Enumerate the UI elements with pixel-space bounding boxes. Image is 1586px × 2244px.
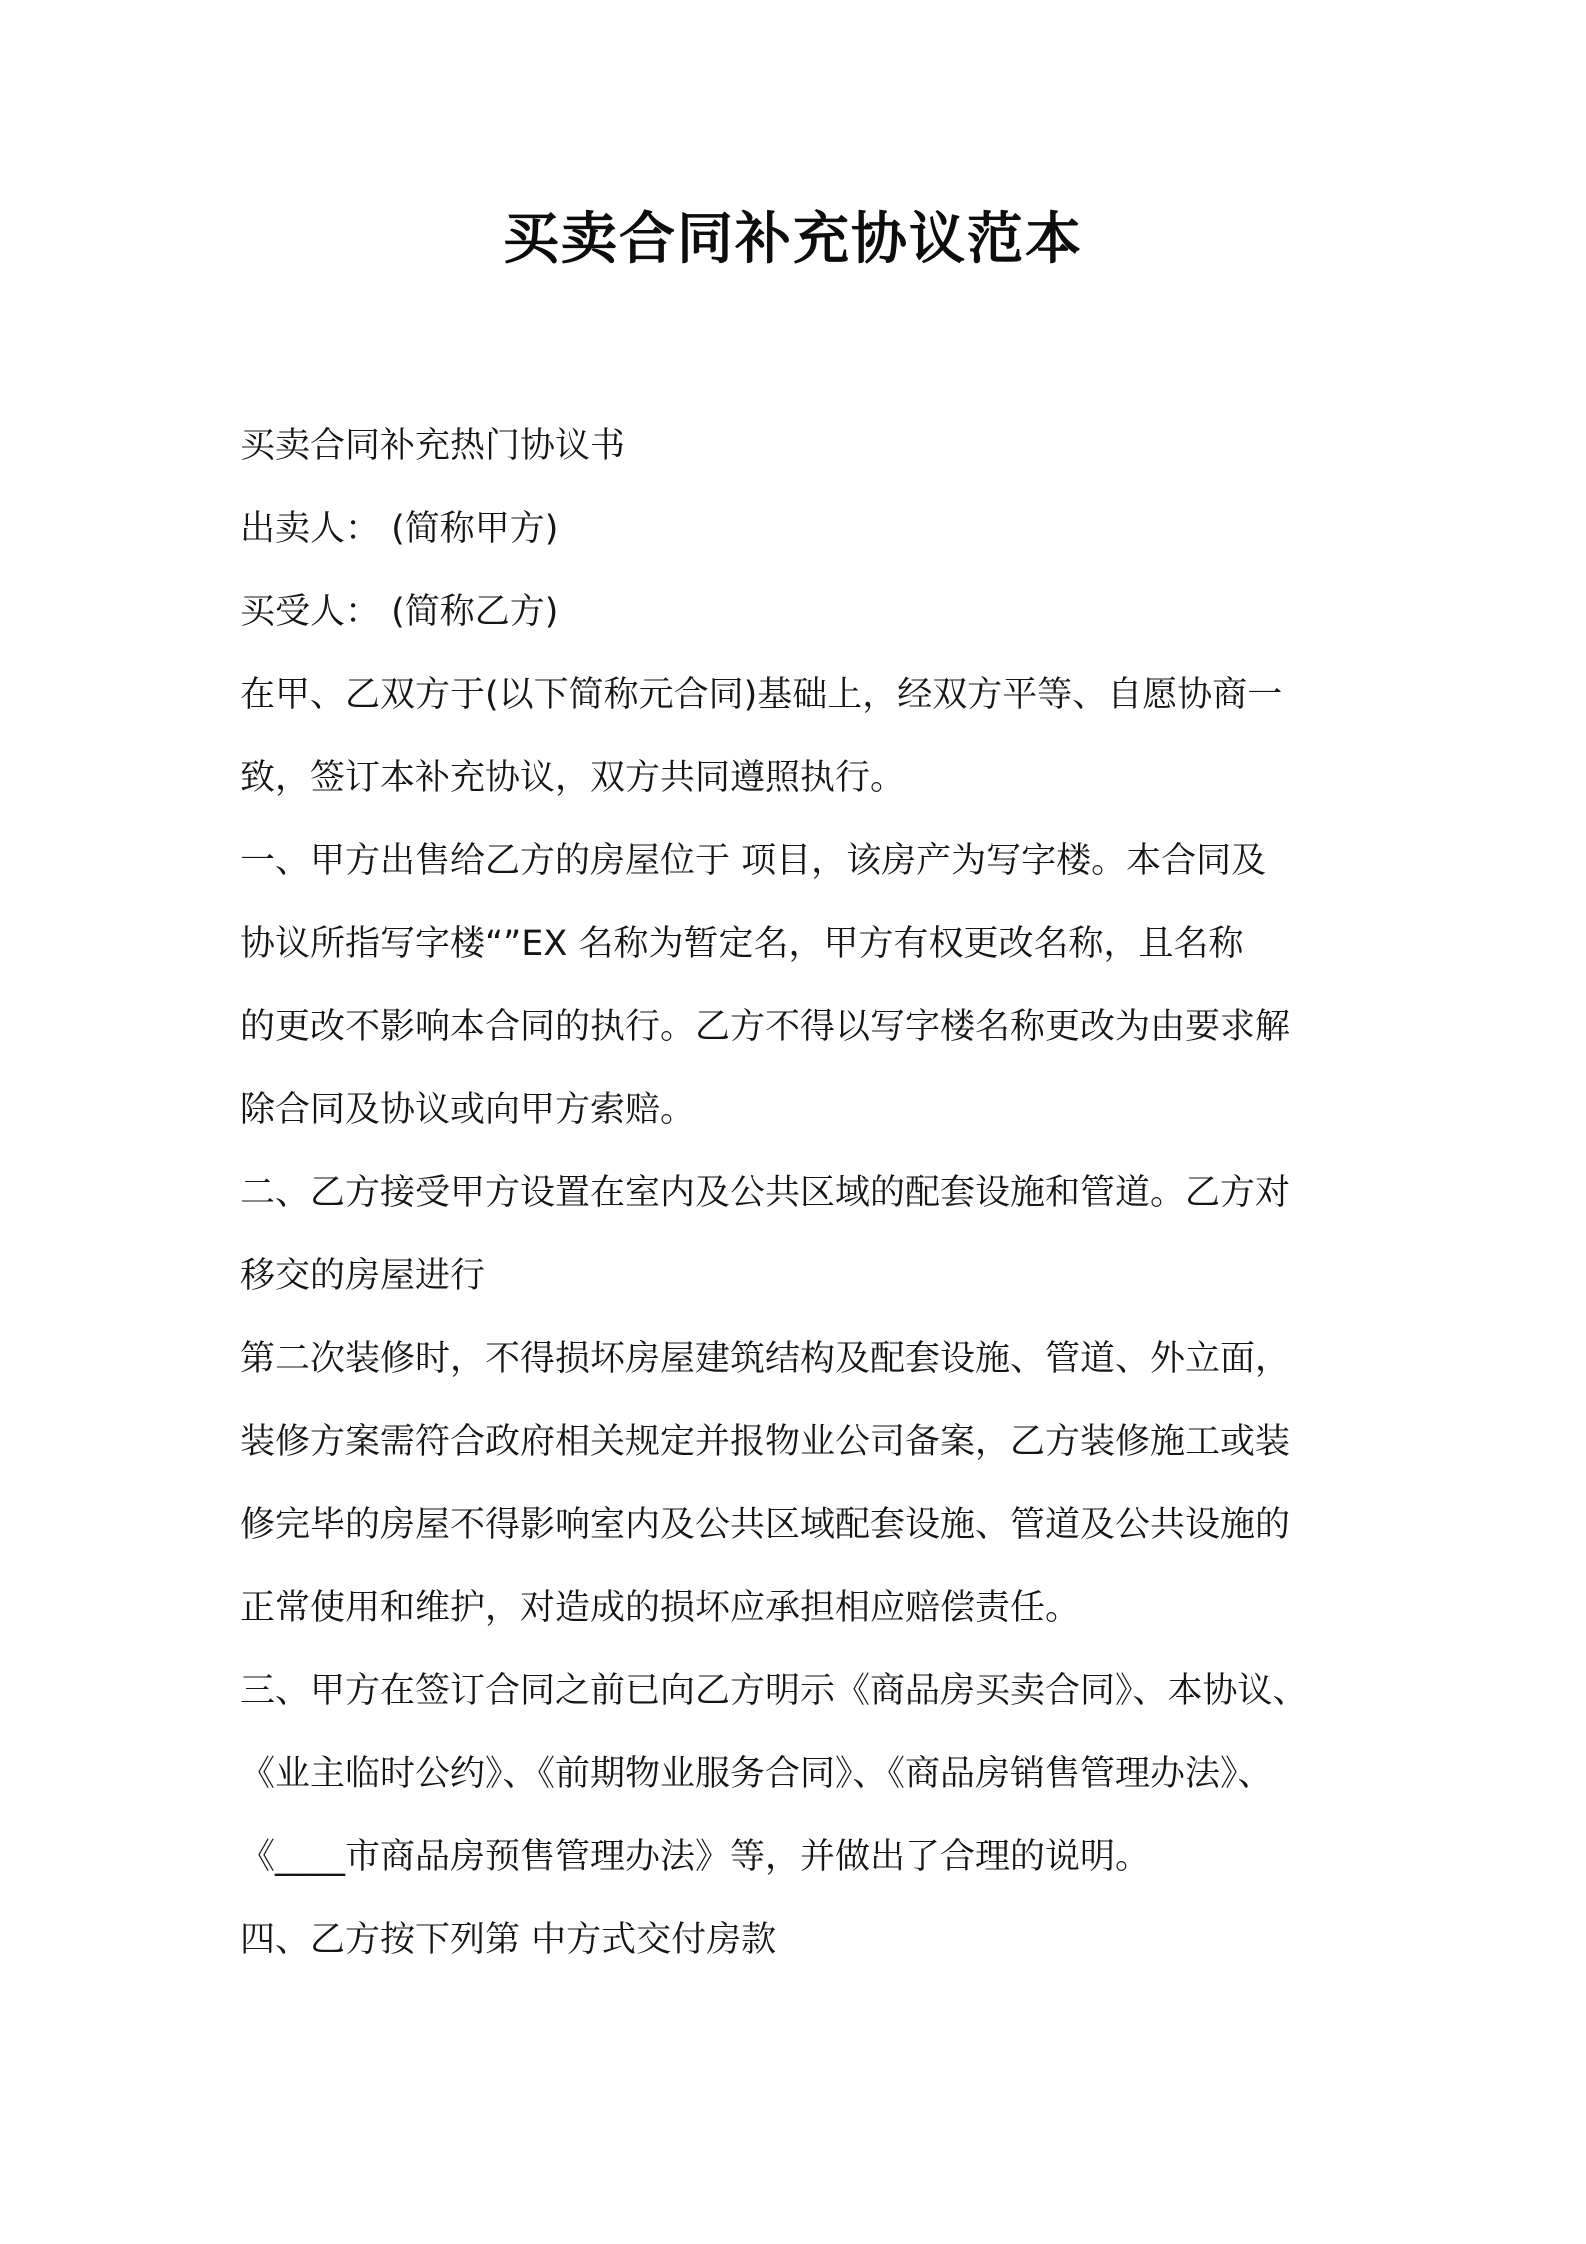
document-subtitle: 买卖合同补充热门协议书	[240, 426, 626, 466]
clause-1-line: 一、甲方出售给乙方的房屋位于 项目，该房产为写字楼。本合同及	[240, 841, 1267, 881]
clause-2-line: 二、乙方接受甲方设置在室内及公共区域的配套设施和管道。乙方对	[240, 1173, 1291, 1213]
clause-4-line: 四、乙方按下列第 中方式交付房款	[240, 1920, 777, 1960]
clause-2-line: 装修方案需符合政府相关规定并报物业公司备案，乙方装修施工或装	[240, 1422, 1291, 1462]
buyer-line: 买受人： (简称乙方)	[240, 592, 559, 632]
clause-3-line: 三、甲方在签订合同之前已向乙方明示《商品房买卖合同》、本协议、	[240, 1671, 1308, 1711]
clause-2-line: 正常使用和维护，对造成的损坏应承担相应赔偿责任。	[240, 1588, 1081, 1628]
clause-2-line: 第二次装修时，不得损坏房屋建筑结构及配套设施、管道、外立面，	[240, 1339, 1291, 1379]
document-title: 买卖合同补充协议范本	[503, 207, 1083, 272]
clause-2-line: 修完毕的房屋不得影响室内及公共区域配套设施、管道及公共设施的	[240, 1505, 1291, 1545]
clause-3-line: 《业主临时公约》、《前期物业服务合同》、《商品房销售管理办法》、	[240, 1754, 1273, 1794]
document-body	[240, 405, 1370, 1982]
seller-line: 出卖人： (简称甲方)	[240, 509, 559, 549]
preamble-line: 致，签订本补充协议，双方共同遵照执行。	[240, 758, 906, 798]
preamble-line: 在甲、乙双方于(以下简称元合同)基础上，经双方平等、自愿协商一	[240, 675, 1283, 715]
clause-3-line: 《____市商品房预售管理办法》等，并做出了合理的说明。	[240, 1837, 1151, 1877]
clause-1-line: 的更改不影响本合同的执行。乙方不得以写字楼名称更改为由要求解	[240, 1007, 1291, 1047]
clause-1-line: 除合同及协议或向甲方索赔。	[240, 1090, 696, 1130]
clause-1-line: 协议所指写字楼“”EX 名称为暂定名，甲方有权更改名称，且名称	[240, 924, 1244, 964]
clause-2-line: 移交的房屋进行	[240, 1256, 486, 1296]
